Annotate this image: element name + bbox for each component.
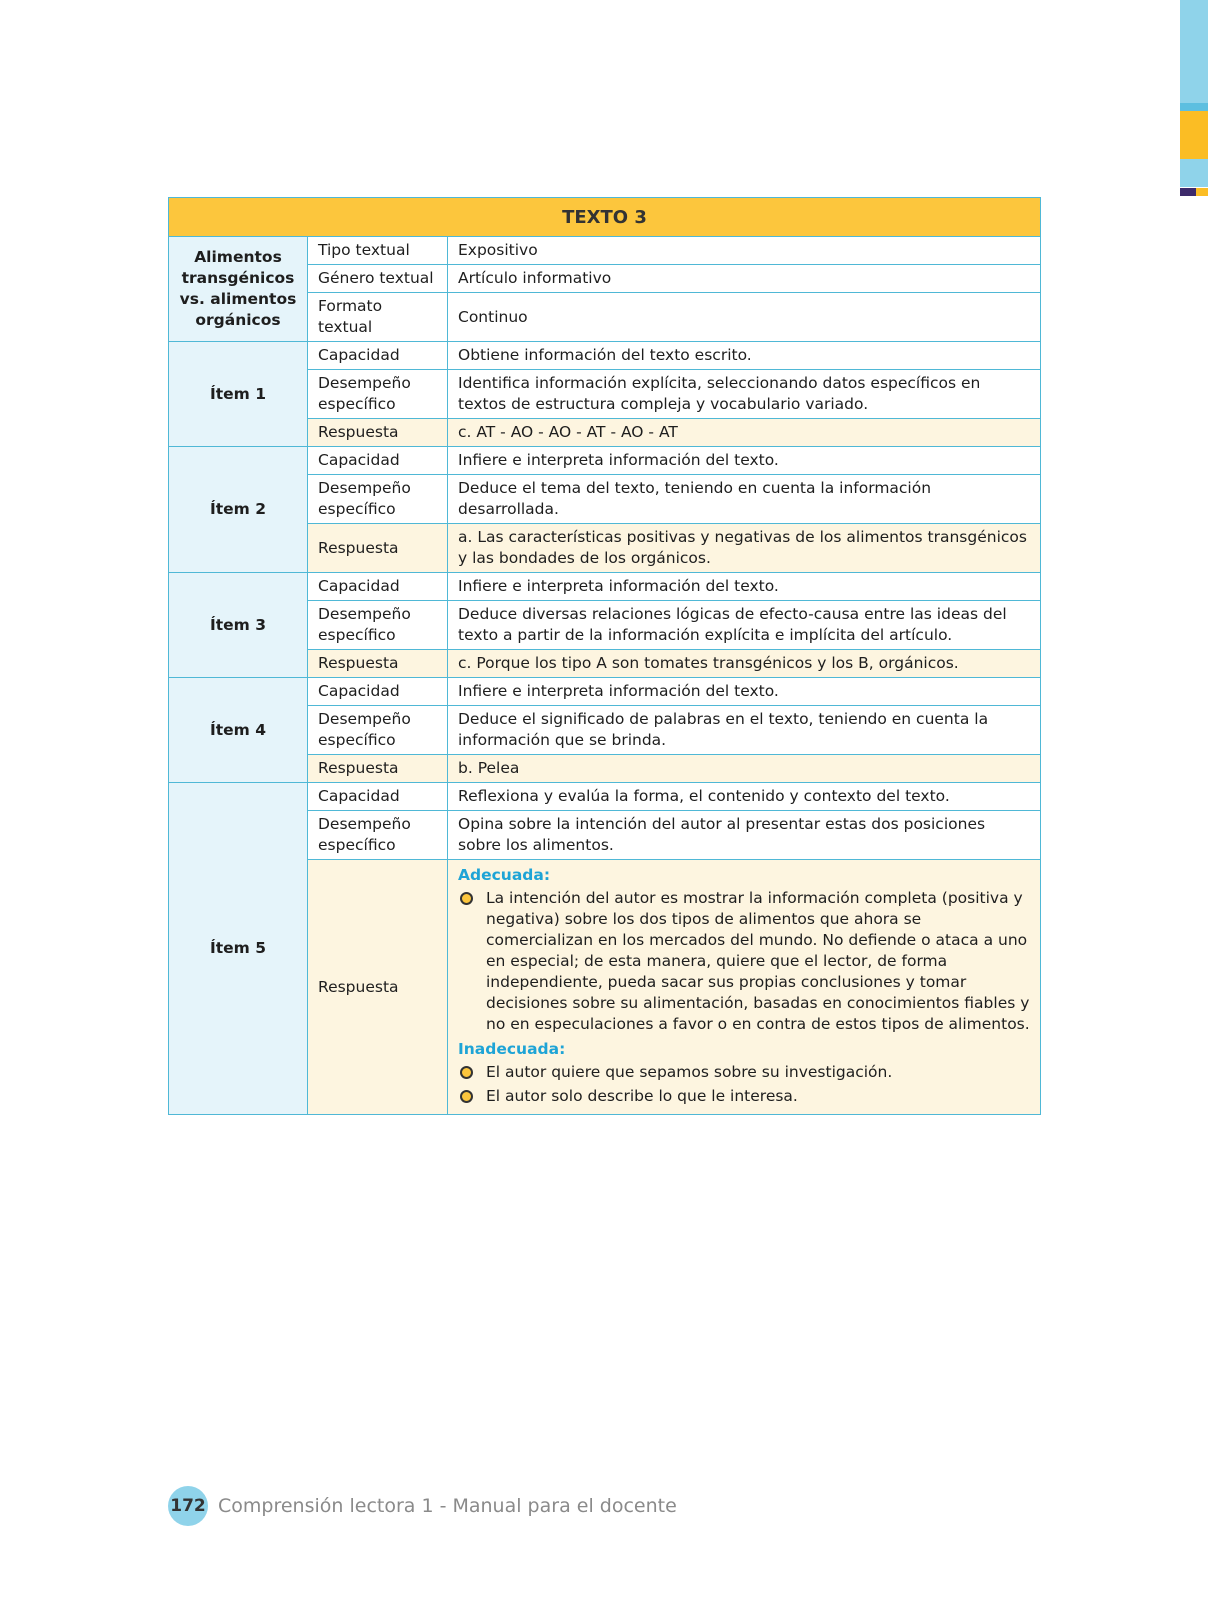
desempeno-label: Desempeño específico [308, 601, 448, 650]
list-item-text: El autor quiere que sepamos sobre su investigación. [486, 1063, 893, 1081]
respuesta-label: Respuesta [308, 419, 448, 447]
desempeno-value: Deduce el tema del texto, teniendo en cuenta la información desarrollada. [448, 475, 1041, 524]
capacidad-label: Capacidad [308, 783, 448, 811]
desempeno-label: Desempeño específico [308, 370, 448, 419]
inadecuada-list [458, 1062, 1030, 1107]
info-value: Continuo [448, 293, 1041, 342]
desempeno-label: Desempeño específico [308, 475, 448, 524]
edge-tab-purple [1180, 188, 1196, 196]
desempeno-value: Deduce el significado de palabras en el texto, teniendo en cuenta la información que se brinda. [448, 706, 1041, 755]
desempeno-value: Deduce diversas relaciones lógicas de efecto-causa entre las ideas del texto a partir de la información explícita e implícita del artículo. [448, 601, 1041, 650]
table-header-row [169, 198, 1041, 237]
table-row [169, 678, 1041, 706]
capacidad-label: Capacidad [308, 342, 448, 370]
capacidad-value: Infiere e interpreta información del texto. [448, 678, 1041, 706]
respuesta-value: c. AT - AO - AO - AT - AO - AT [448, 419, 1041, 447]
page-number: 172 [168, 1486, 208, 1526]
bullet-circle-icon [460, 1066, 473, 1079]
respuesta-label: Respuesta [308, 860, 448, 1115]
info-value: Artículo informativo [448, 265, 1041, 293]
capacidad-value: Reflexiona y evalúa la forma, el contenido y contexto del texto. [448, 783, 1041, 811]
desempeno-value: Identifica información explícita, seleccionando datos específicos en textos de estructura compleja y vocabulario variado. [448, 370, 1041, 419]
info-label: Tipo textual [308, 237, 448, 265]
respuesta-label: Respuesta [308, 524, 448, 573]
table-row [169, 237, 1041, 265]
page-footer [168, 1486, 677, 1526]
respuesta-value: c. Porque los tipo A son tomates transgénicos y los B, orgánicos. [448, 650, 1041, 678]
capacidad-value: Obtiene información del texto escrito. [448, 342, 1041, 370]
bullet-circle-icon [460, 892, 473, 905]
list-item [458, 888, 1030, 1035]
edge-tab-yellow-small [1196, 188, 1208, 196]
item-label: Ítem 2 [169, 447, 308, 573]
table-title: TEXTO 3 [169, 198, 1041, 237]
item-label: Ítem 3 [169, 573, 308, 678]
list-item [458, 1086, 1030, 1107]
info-label: Género textual [308, 265, 448, 293]
book-title: Comprensión lectora 1 - Manual para el docente [218, 1495, 677, 1517]
info-value: Expositivo [448, 237, 1041, 265]
edge-tab-blue-stripe [1180, 103, 1208, 111]
item-label: Ítem 1 [169, 342, 308, 447]
adecuada-heading: Adecuada: [458, 866, 551, 884]
respuesta-label: Respuesta [308, 755, 448, 783]
desempeno-value: Opina sobre la intención del autor al presentar estas dos posiciones sobre los alimentos. [448, 811, 1041, 860]
capacidad-label: Capacidad [308, 447, 448, 475]
answer-key-table [168, 197, 1041, 1115]
list-item-text: La intención del autor es mostrar la información completa (positiva y negativa) sobre los dos tipos de alimentos que ahora se comercializan en los mercados del mundo. No defiende o ataca a uno en especial; de esta manera, quiere que el lector, de forma independiente, pueda sacar sus propias conclusiones y tomar decisiones sobre su alimentación, basadas en conocimientos fiables y no en especulaciones a favor o en contra de estos tipos de alimentos. [486, 889, 1030, 1033]
desempeno-label: Desempeño específico [308, 706, 448, 755]
capacidad-label: Capacidad [308, 678, 448, 706]
table-row [169, 342, 1041, 370]
respuesta-value: a. Las características positivas y negativas de los alimentos transgénicos y las bondades de los orgánicos. [448, 524, 1041, 573]
edge-tab-yellow [1180, 111, 1208, 159]
edge-tab-blue [1180, 0, 1208, 103]
capacidad-label: Capacidad [308, 573, 448, 601]
item-label: Ítem 5 [169, 783, 308, 1115]
text-name-cell: Alimentos transgénicos vs. alimentos orgánicos [169, 237, 308, 342]
edge-tab-blue-lower [1180, 159, 1208, 187]
respuesta-value: b. Pelea [448, 755, 1041, 783]
adecuada-list [458, 888, 1030, 1035]
capacidad-value: Infiere e interpreta información del texto. [448, 447, 1041, 475]
table-row [169, 783, 1041, 811]
bullet-circle-icon [460, 1090, 473, 1103]
list-item [458, 1062, 1030, 1083]
respuesta-value [448, 860, 1041, 1115]
capacidad-value: Infiere e interpreta información del texto. [448, 573, 1041, 601]
item-label: Ítem 4 [169, 678, 308, 783]
list-item-text: El autor solo describe lo que le interesa. [486, 1087, 798, 1105]
table-row [169, 447, 1041, 475]
desempeno-label: Desempeño específico [308, 811, 448, 860]
respuesta-label: Respuesta [308, 650, 448, 678]
table-row [169, 573, 1041, 601]
inadecuada-heading: Inadecuada: [458, 1040, 566, 1058]
info-label: Formato textual [308, 293, 448, 342]
